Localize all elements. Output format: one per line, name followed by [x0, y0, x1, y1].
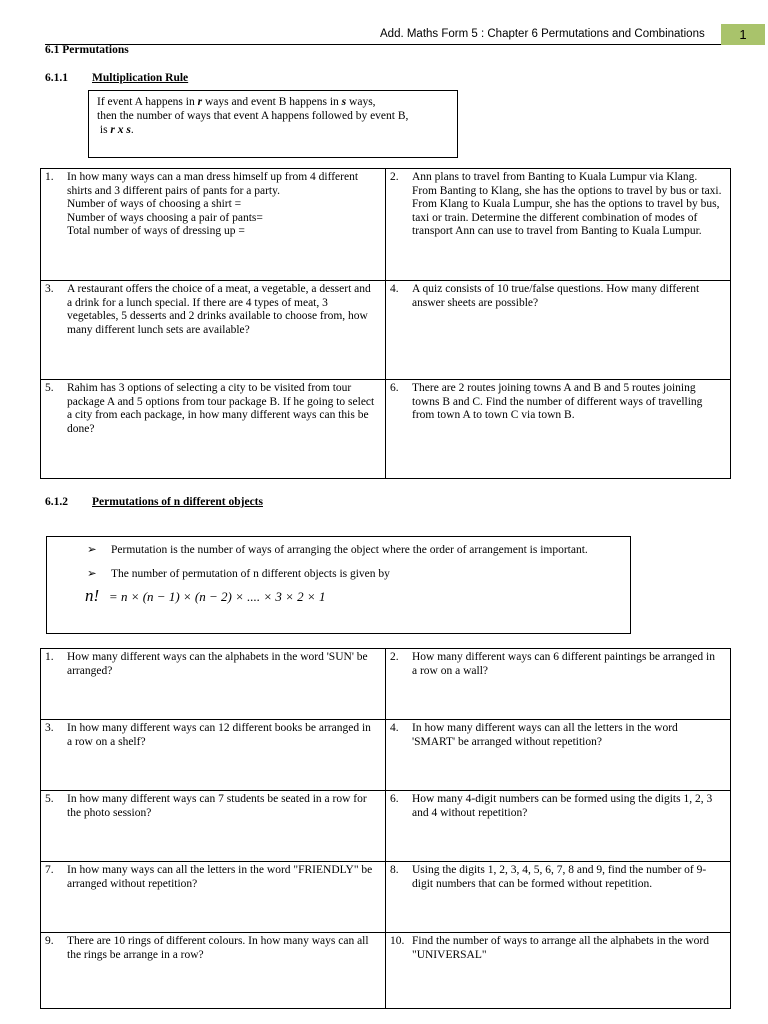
- question-cell: 5. Rahim has 3 options of selecting a city to be visited from tour package A and 5 options from tour package B. If he going to select a city from each package, in how many different ways can this be done?: [41, 380, 386, 479]
- question-cell: 1. How many different ways can the alphabets in the word 'SUN' be arranged?: [41, 649, 386, 720]
- question-cell: 6. How many 4-digit numbers can be formed using the digits 1, 2, 3 and 4 without repetition?: [386, 791, 731, 862]
- rule-box: [88, 90, 458, 158]
- rule-line-2: then the number of ways that event A happens followed by event B,: [97, 110, 409, 122]
- question-cell: 2. How many different ways can 6 different paintings be arranged in a row on a wall?: [386, 649, 731, 720]
- question-cell: 1. In how many ways can a man dress himself up from 4 different shirts and 3 different pairs of pants for a party. Number of ways of choosing a shirt = Number of ways choosing a pair of pants= Total number of ways of dressing up =: [41, 169, 386, 281]
- arrow-bullet-icon: ➢: [87, 568, 97, 580]
- header-divider: [45, 44, 721, 45]
- subsection-title-permutations: 6.1.2 Permutations of n different objects: [45, 496, 263, 508]
- formula-bullet: ➢ The number of permutation of n different objects is given by: [87, 568, 390, 580]
- definition-bullet: ➢ Permutation is the number of ways of arranging the object where the order of arrangement is important.: [87, 544, 588, 556]
- question-cell: 2. Ann plans to travel from Banting to Kuala Lumpur via Klang. From Banting to Klang, she has the options to travel by bus or taxi. From Klang to Kuala Lumpur, she has the options to travel by bus, taxi or train. Determine the different combination of modes of transport Ann can use to travel from Banting to Kuala Lumpur.: [386, 169, 731, 281]
- question-cell: 10. Find the number of ways to arrange all the alphabets in the word "UNIVERSAL": [386, 933, 731, 1009]
- question-cell: 7. In how many ways can all the letters in the word "FRIENDLY" be arranged without repetition?: [41, 862, 386, 933]
- section-title: 6.1 Permutations: [45, 44, 129, 56]
- factorial-formula: n! = n × (n − 1) × (n − 2) × .... × 3 × 2 × 1: [85, 586, 326, 605]
- question-cell: 4. In how many different ways can all the letters in the word 'SMART' be arranged without repetition?: [386, 720, 731, 791]
- definition-box: [46, 536, 631, 634]
- question-cell: 3. In how many different ways can 12 different books be arranged in a row on a shelf?: [41, 720, 386, 791]
- question-cell: 8. Using the digits 1, 2, 3, 4, 5, 6, 7, 8 and 9, find the number of 9-digit numbers that can be formed without repetition.: [386, 862, 731, 933]
- subsection-title-multiplication: 6.1.1 Multiplication Rule: [45, 72, 189, 84]
- question-cell: 5. In how many different ways can 7 students be seated in a row for the photo session?: [41, 791, 386, 862]
- rule-line-1: If event A happens in r ways and event B happens in s ways,: [97, 96, 376, 108]
- exercise-table-1: [40, 168, 731, 479]
- arrow-bullet-icon: ➢: [87, 544, 97, 556]
- question-cell: 6. There are 2 routes joining towns A and B and 5 routes joining towns B and C. Find the number of different ways of travelling from town A to town C via town B.: [386, 380, 731, 479]
- rule-line-3: is r x s.: [99, 124, 134, 136]
- header-title: Add. Maths Form 5 : Chapter 6 Permutations and Combinations: [380, 28, 705, 40]
- question-cell: 3. A restaurant offers the choice of a meat, a vegetable, a dessert and a drink for a lunch special. If there are 4 types of meat, 3 vegetables, 5 desserts and 2 drinks available to choose from, how many different lunch sets are available?: [41, 281, 386, 380]
- page-number: 1: [721, 24, 765, 45]
- question-cell: 4. A quiz consists of 10 true/false questions. How many different answer sheets are possible?: [386, 281, 731, 380]
- exercise-table-2: [40, 648, 731, 1009]
- question-cell: 9. There are 10 rings of different colours. In how many ways can all the rings be arrange in a row?: [41, 933, 386, 1009]
